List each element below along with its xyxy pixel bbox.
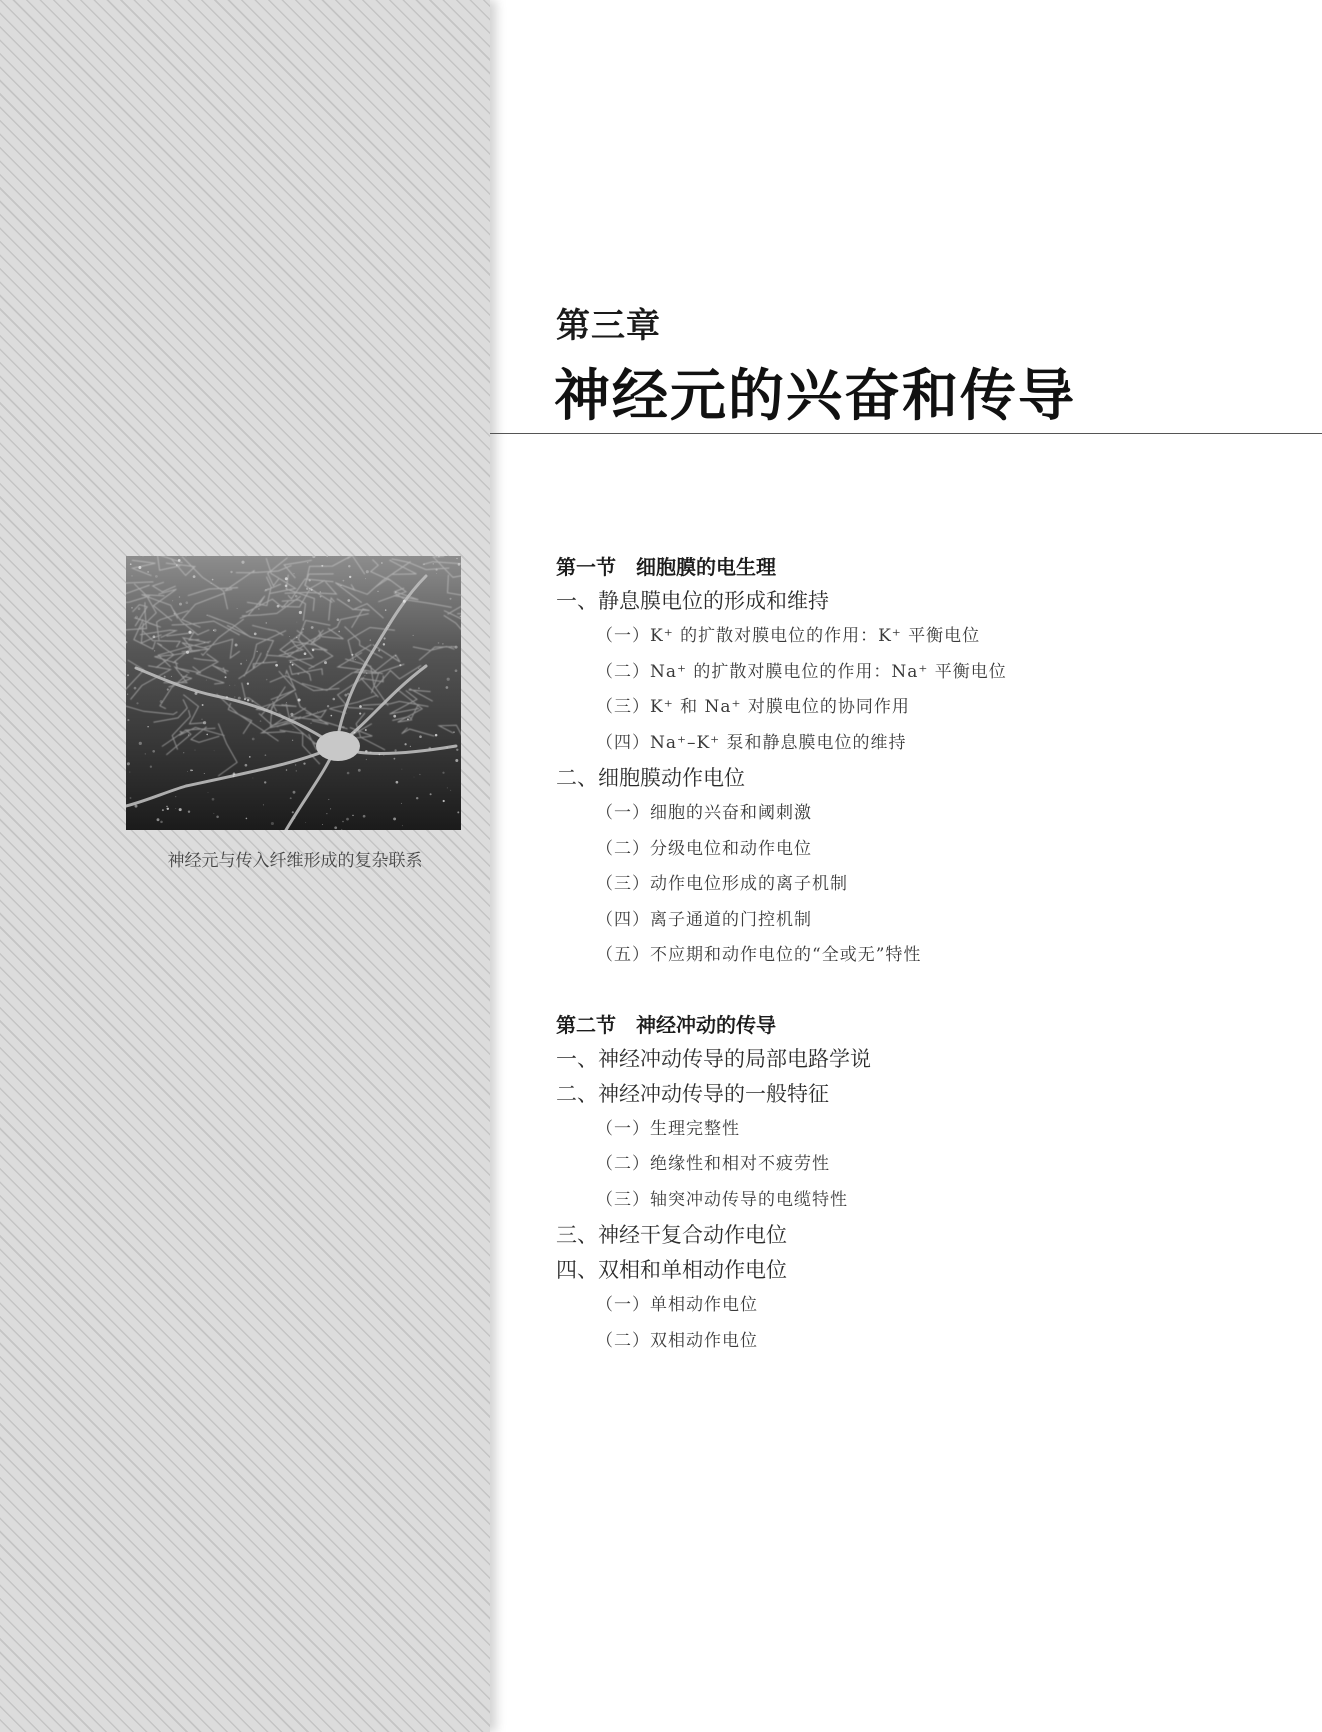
speck [393,715,396,718]
speck [453,731,455,733]
speck [136,702,138,704]
speck [294,818,295,819]
speck [380,635,381,636]
speck [383,643,385,645]
speck [297,673,299,675]
speck [322,824,323,825]
toc-subitem: （三）轴突冲动传导的电缆特性 [596,1189,848,1210]
speck [235,697,236,698]
speck [312,649,315,652]
speck [447,678,450,681]
speck [211,583,212,584]
speck [416,797,418,799]
speck [266,679,268,681]
speck [132,575,133,576]
speck [188,631,191,634]
speck [370,639,372,641]
speck [347,693,349,695]
speck [155,575,158,578]
speck [237,608,238,609]
speck [188,810,190,812]
speck [183,752,184,753]
speck [430,793,432,795]
speck [443,800,445,802]
speck [138,607,141,610]
speck [451,646,452,647]
speck [428,747,431,750]
speck [194,692,197,695]
speck [423,564,424,565]
speck [402,769,403,770]
chapter-number: 第三章 [556,306,661,346]
speck [358,769,361,772]
speck [309,579,311,581]
speck [399,664,401,666]
speck [456,558,457,559]
speck [343,580,345,582]
speck [193,575,196,578]
speck [175,808,176,809]
toc-section [556,550,1276,974]
speck [202,719,203,720]
speck [451,790,452,791]
speck [393,758,395,760]
speck [328,799,329,800]
speck [310,722,311,723]
speck [442,772,444,774]
speck [458,563,461,566]
speck [252,738,255,741]
speck [290,797,292,799]
speck [442,643,443,644]
speck [238,697,241,700]
section-heading: 第二节 神经冲动的传导 [556,1012,776,1037]
speck [394,749,396,751]
speck [354,732,356,734]
speck [150,766,152,768]
speck [395,655,396,656]
neuron-micrograph-graphic [126,556,461,830]
speck [153,635,156,638]
speck [229,685,230,686]
chapter-title: 神经元的兴奋和传导 [554,363,1076,429]
speck [147,726,148,727]
speck [130,563,132,565]
speck [233,775,235,777]
speck [130,797,132,799]
speck [204,773,205,774]
neuron-soma [316,731,360,761]
speck [138,566,141,569]
speck [240,663,242,665]
speck [320,591,322,593]
speck [188,734,189,735]
speck [292,811,294,813]
speck [433,563,434,564]
speck [363,815,366,818]
sidebar-panel [0,0,490,1732]
speck [277,605,280,608]
speck [305,822,306,823]
speck [321,565,323,567]
toc-item: 三、神经干复合动作电位 [556,1223,787,1247]
speck [147,571,149,573]
speck [275,664,278,667]
speck [265,622,267,624]
speck [204,642,205,643]
speck [203,721,206,724]
speck [292,664,294,666]
speck [194,750,195,751]
speck [127,694,128,695]
speck [418,668,419,669]
table-of-contents [556,550,1276,1359]
speck [216,816,219,819]
toc-item: 四、双相和单相动作电位 [556,1258,787,1282]
speck [187,771,188,772]
speck [455,669,458,672]
speck [348,565,350,567]
speck [139,742,142,745]
speck [388,625,389,626]
speck [346,818,349,821]
speck [234,685,235,686]
speck [435,734,438,737]
speck [364,675,365,676]
speck [186,556,187,557]
speck [329,736,330,737]
speck [247,683,249,685]
speck [134,687,137,690]
speck [135,805,138,808]
speck [254,633,257,636]
speck [264,781,266,783]
speck [190,769,192,771]
speck [413,635,414,636]
speck [418,687,420,689]
speck [247,699,249,701]
speck [154,650,155,651]
speck [285,585,288,588]
toc-subitem: （一）细胞的兴奋和阈刺激 [596,803,812,823]
speck [271,822,274,825]
speck [396,781,399,784]
speck [456,749,458,751]
speck [384,637,386,639]
speck [127,762,130,765]
speck [225,676,227,678]
speck [292,740,293,741]
speck [213,813,214,814]
speck [414,777,415,778]
speck [172,600,173,601]
speck [355,659,356,660]
speck [206,734,208,736]
speck [327,705,329,707]
speck [212,579,214,581]
speck [304,652,307,655]
speck [176,564,178,566]
speck [393,817,396,820]
speck [334,826,337,829]
speck [447,747,448,748]
toc-item: 一、静息膜电位的形成和维持 [556,589,829,613]
speck [395,591,397,593]
speck [410,746,411,747]
speck [386,702,387,703]
speck [293,729,294,730]
speck [403,600,406,603]
speck [245,764,248,767]
speck [127,674,129,676]
speck [366,570,369,573]
speck [331,715,333,717]
speck [253,778,254,779]
speck [365,750,368,753]
speck [145,753,146,754]
speck [378,649,380,651]
speck [446,686,449,689]
speck [359,713,361,715]
speck [307,562,308,563]
speck [366,673,367,674]
speck [131,607,133,609]
speck [342,726,345,729]
speck [379,754,381,756]
speck [286,702,287,703]
speck [449,598,451,600]
speck [145,611,146,612]
speck [181,674,182,675]
speck [347,772,350,775]
toc-section [556,1008,1276,1360]
speck [265,589,266,590]
toc-subitem: （一）K⁺ 的扩散对膜电位的作用：K⁺ 平衡电位 [596,626,981,646]
speck [233,772,236,775]
speck [186,651,189,654]
speck [235,644,238,647]
speck [251,700,253,702]
speck [272,701,273,702]
speck [341,585,342,586]
speck [351,654,353,656]
speck [286,769,288,771]
speck [179,596,180,597]
speck [377,591,378,592]
speck [370,751,372,753]
speck [157,818,160,821]
speck [206,615,207,616]
speck [173,613,175,615]
toc-subitem: （一）单相动作电位 [596,1295,758,1315]
speck [324,661,327,664]
speck [263,804,264,805]
speck [260,720,262,722]
speck [135,616,138,619]
speck [167,688,169,690]
speck [359,705,362,708]
toc-subitem: （五）不应期和动作电位的“全或无”特性 [596,945,922,965]
toc-item: 一、神经冲动传导的局部电路学说 [556,1046,871,1071]
speck [164,676,166,678]
speck [179,808,182,811]
speck [311,589,313,591]
speck [296,770,297,771]
toc-subitem: （四）离子通道的门控机制 [596,909,812,930]
speck [293,791,296,794]
speck [326,813,327,814]
speck [311,626,314,629]
speck [212,798,215,801]
speck [297,622,298,623]
toc-item: 二、细胞膜动作电位 [556,766,745,790]
speck [244,698,246,700]
toc-item: 二、神经冲动传导的一般特征 [556,1081,829,1106]
speck [320,596,322,598]
speck [309,588,310,589]
title-divider [490,433,1322,434]
speck [296,637,298,639]
speck [246,818,248,820]
speck [338,631,340,633]
speck [365,729,367,731]
speck [166,806,167,807]
speck [352,815,353,816]
speck [435,569,437,571]
speck [294,573,295,574]
speck [230,571,232,573]
speck [258,608,260,610]
speck [457,811,459,813]
speck [402,825,403,826]
speck [295,764,296,765]
toc-subitem: （四）Na⁺–K⁺ 泵和静息膜电位的维持 [596,732,907,753]
speck [162,809,164,811]
speck [160,700,163,703]
speck [299,611,302,614]
speck [152,750,155,753]
section-heading: 第一节 细胞膜的电生理 [556,555,776,579]
speck [303,762,305,764]
speck [214,750,215,751]
speck [202,704,204,706]
speck [349,576,351,578]
toc-subitem: （二）分级电位和动作电位 [596,838,812,859]
speck [298,698,301,701]
speck [404,743,406,745]
speck [171,676,172,677]
toc-subitem: （二）绝缘性和相对不疲劳性 [596,1154,830,1174]
toc-subitem: （三）K⁺ 和 Na⁺ 对膜电位的协同作用 [596,697,910,717]
speck [306,587,308,589]
speck [438,642,440,644]
speck [401,803,402,804]
speck [256,651,257,652]
speck [455,759,458,762]
speck [455,646,458,649]
speck [285,577,288,580]
neuron-micrograph-image [126,556,461,830]
speck [263,661,264,662]
speck [436,573,437,574]
speck [129,772,130,773]
speck [366,759,367,760]
speck [347,599,350,602]
speck [342,821,344,823]
speck [267,651,268,652]
speck [383,755,384,756]
toc-subitem: （三）动作电位形成的离子机制 [596,874,848,894]
speck [127,719,129,721]
speck [295,595,298,598]
speck [317,711,318,712]
speck [213,629,216,632]
toc-subitem: （二）双相动作电位 [596,1330,758,1351]
speck [344,694,347,697]
speck [167,808,169,810]
speck [271,714,272,715]
speck [419,735,422,738]
speck [386,627,387,628]
speck [208,792,209,793]
speck [206,680,207,681]
speck [175,796,176,797]
speck [365,578,366,579]
speck [290,713,293,716]
speck [330,808,331,809]
toc-subitem: （二）Na⁺ 的扩散对膜电位的作用：Na⁺ 平衡电位 [596,661,1007,682]
speck [302,628,304,630]
speck [265,754,267,756]
speck [246,660,247,661]
speck [337,618,340,621]
speck [381,562,383,564]
speck [419,774,420,775]
toc-subitem: （一）生理完整性 [596,1118,740,1139]
speck [143,556,144,557]
speck [178,559,181,562]
speck [249,756,251,758]
speck [226,696,228,698]
speck [179,603,182,606]
speck [290,662,292,664]
photo-caption: 神经元与传入纤维形成的复杂联系 [167,851,423,871]
speck [289,636,290,637]
speck [160,821,163,824]
speck [385,609,386,610]
speck [407,718,409,720]
speck [241,561,244,564]
speck [447,787,448,788]
speck [185,601,188,604]
speck [333,698,336,701]
